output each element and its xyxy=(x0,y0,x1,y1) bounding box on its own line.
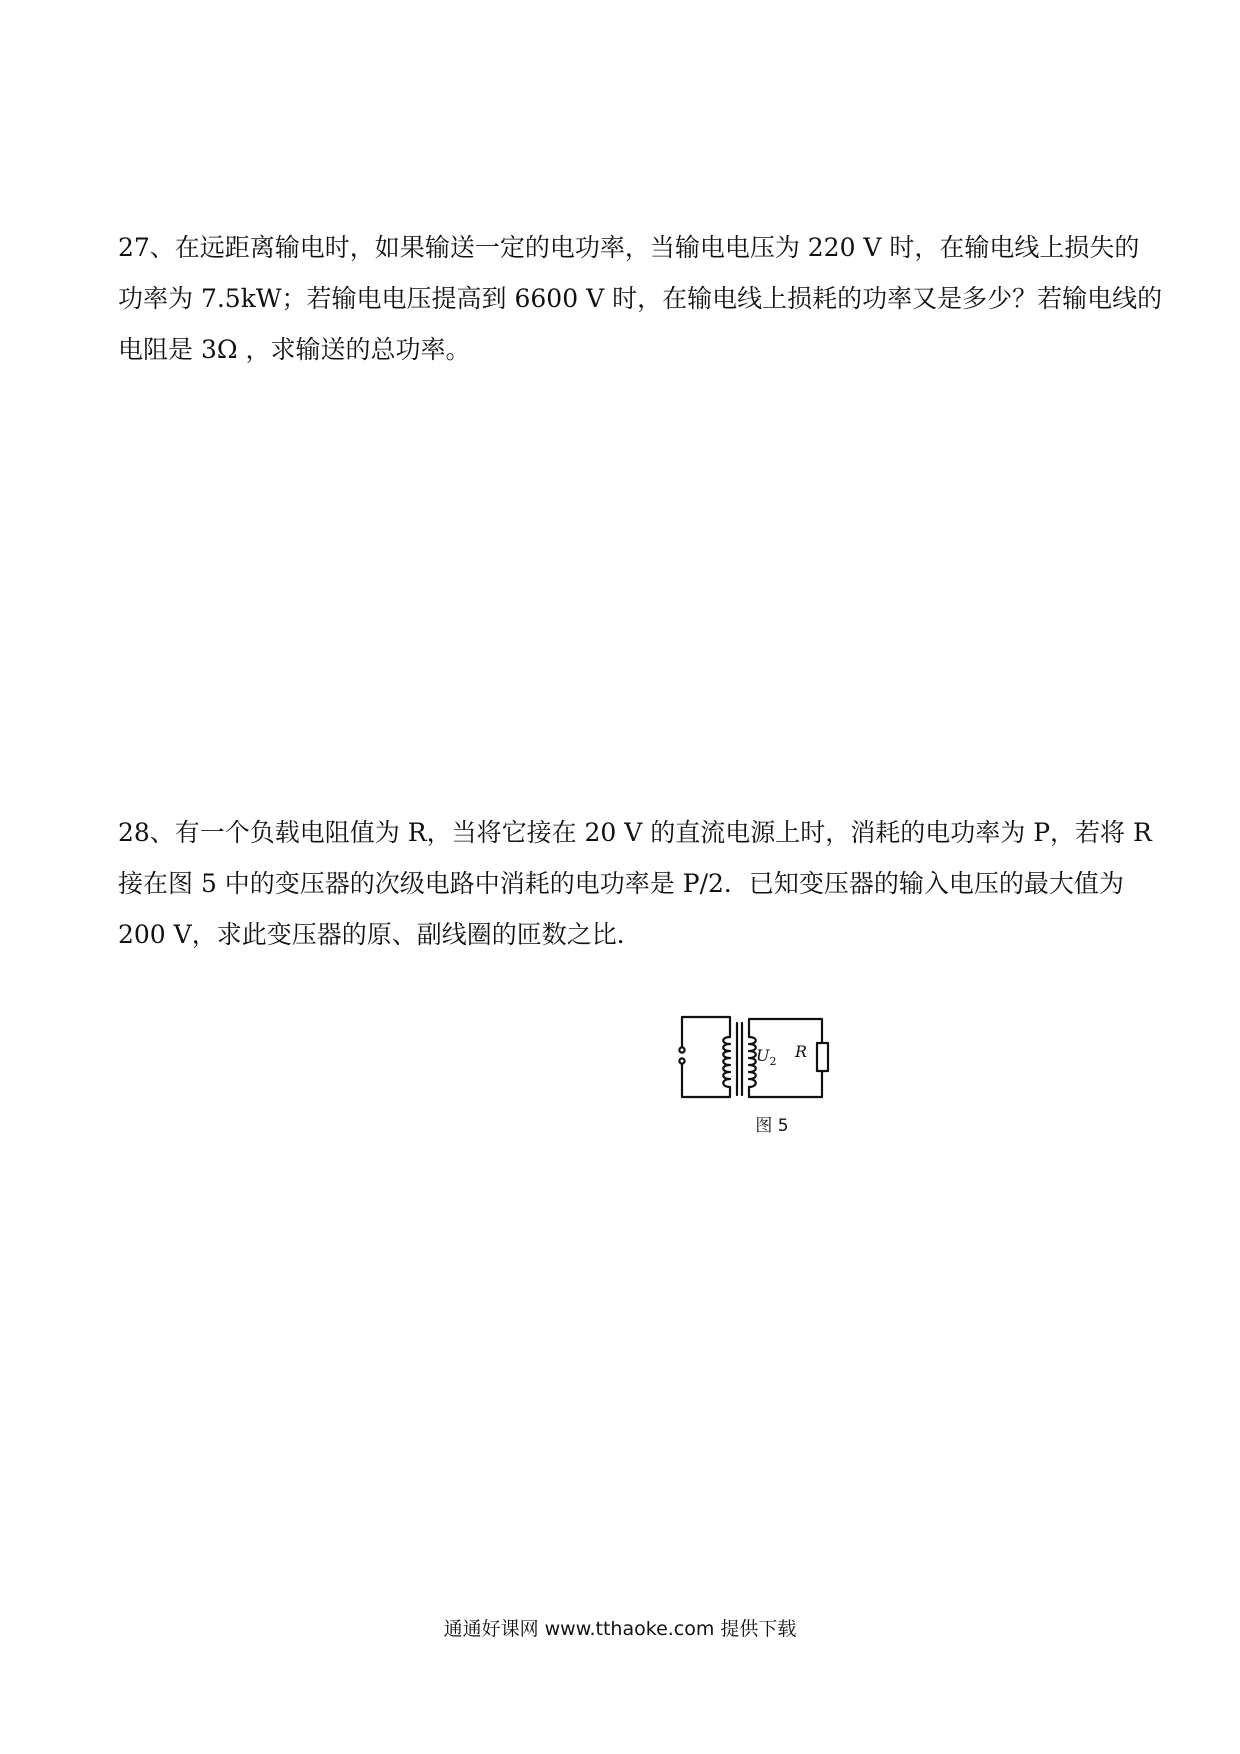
question-27-line-1: 27、在远距离输电时，如果输送一定的电功率，当输电电压为 220 V 时，在输电线上损失的 xyxy=(118,233,1140,262)
u2-label-subscript: 2 xyxy=(769,1055,777,1068)
question-27 xyxy=(118,222,1163,375)
question-28-line-3: 200 V，求此变压器的原、副线圈的匝数之比． xyxy=(118,920,642,949)
r-label: R xyxy=(795,1042,808,1061)
u2-label xyxy=(756,1046,776,1068)
question-28 xyxy=(118,807,1152,960)
secondary-coil xyxy=(749,1037,756,1087)
question-27-line-2: 功率为 7.5kW；若输电电压提高到 6600 V 时，在输电线上损耗的功率又是多少？若输电线的 xyxy=(118,284,1163,313)
resistor-r xyxy=(817,1043,828,1071)
question-27-line-3: 电阻是 3Ω ，求输送的总功率。 xyxy=(118,335,471,364)
figure-caption: 图 5 xyxy=(755,1116,789,1136)
primary-coil xyxy=(723,1037,730,1087)
transformer-circuit-diagram xyxy=(672,1005,872,1105)
u2-label-main: U xyxy=(756,1046,770,1065)
transformer-circuit-figure xyxy=(672,1005,872,1145)
input-terminal-top xyxy=(679,1047,684,1052)
question-28-line-2: 接在图 5 中的变压器的次级电路中消耗的电功率是 P/2．已知变压器的输入电压的最大值为 xyxy=(118,869,1124,898)
input-terminal-bottom xyxy=(679,1058,684,1063)
footer-source-note: 通通好课网 www.tthaoke.com 提供下载 xyxy=(443,1618,797,1640)
question-28-line-1: 28、有一个负载电阻值为 R，当将它接在 20 V 的直流电源上时，消耗的电功率为 P，若将 R xyxy=(118,818,1152,847)
